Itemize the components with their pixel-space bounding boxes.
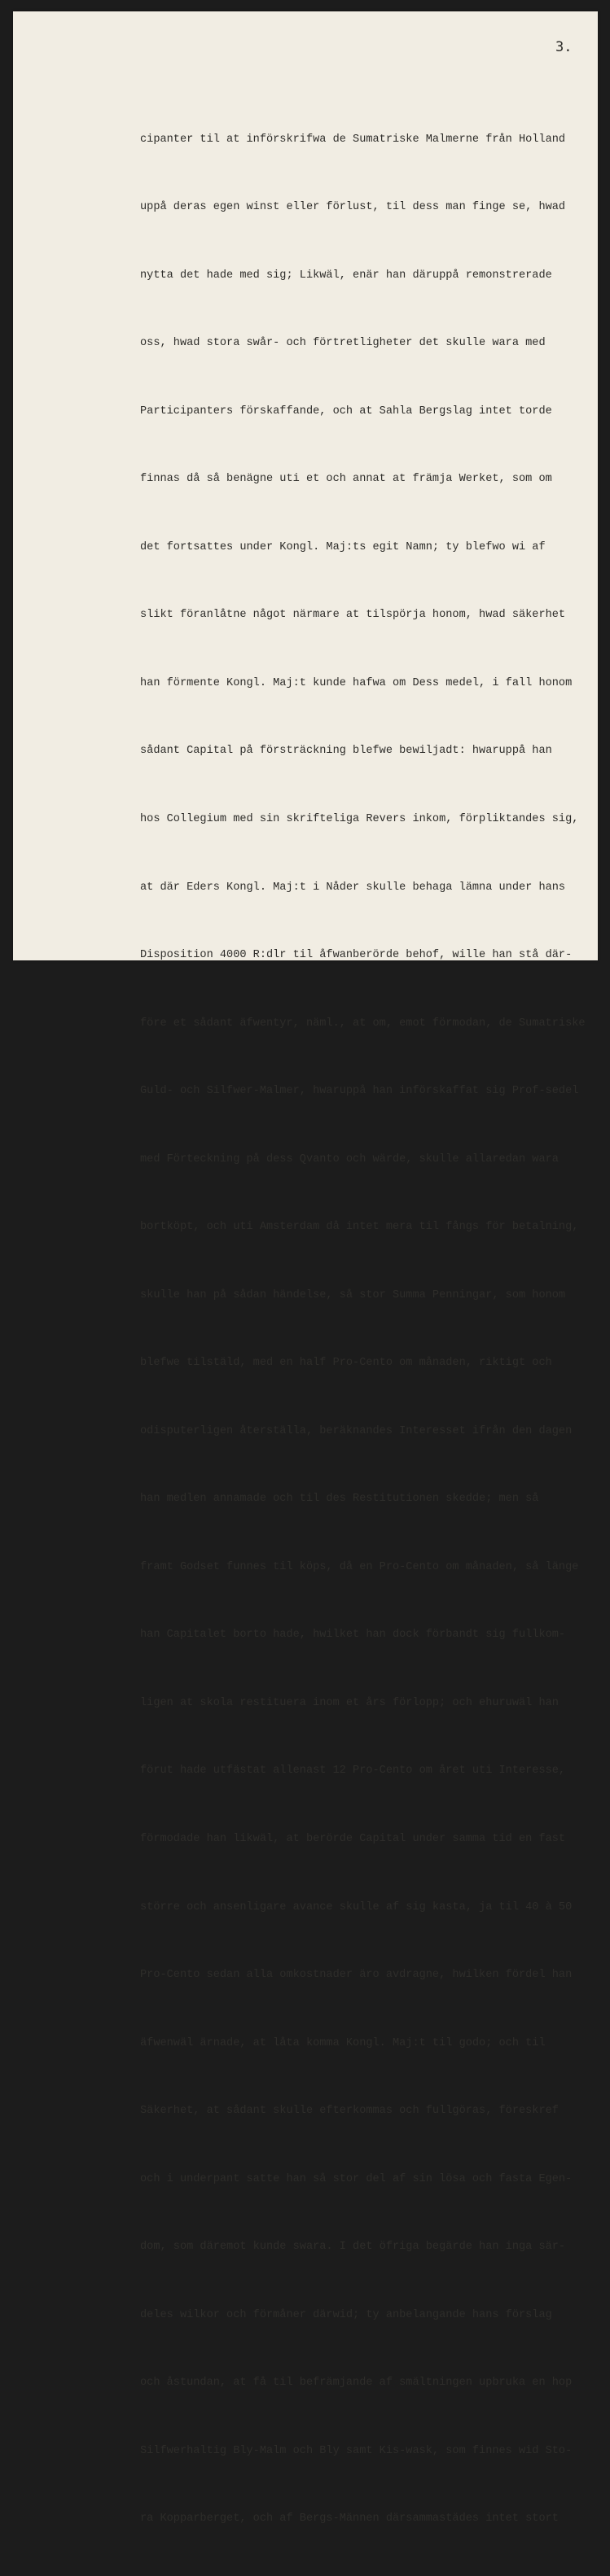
text-line: nytta det hade med sig; Likwäl, enär han däruppå remonstrerade — [140, 269, 552, 282]
text-line: Guld- och Silfwer-Malmer, hwaruppå han införskaffat sig Prof-sedel — [140, 1085, 579, 1098]
text-line: cipanter til at införskrifwa de Sumatriske Malmerne från Holland — [140, 133, 566, 146]
text-line: med Förteckning på dess Qvanto och wärde, skulle allaredan wara — [140, 1152, 559, 1166]
text-line: at där Eders Kongl. Maj:t i Nåder skulle behaga lämna under hans — [140, 881, 566, 894]
text-line: större och ansenligare avance skulle af sig kasta, ja til 40 à 50 — [140, 1900, 573, 1913]
text-line: ra Kopparberget, och af Bergs-Männen därsammastädes intet stort — [140, 2513, 559, 2526]
text-line: förut hade utfästat allenast 12 Pro-Cento om året uti Interesse, — [140, 1765, 566, 1778]
text-line: ligen at skola restituera inom et års förlopp; och ehuruwäl han — [140, 1696, 559, 1709]
text-line: sådant Capital på försträckning blefwe bewiljadt: hwaruppå han — [140, 745, 552, 758]
text-line: oss, hwad stora swår- och förtretligheter det skulle wara med — [140, 337, 546, 350]
text-line: Disposition 4000 R:dlr til åfwanberörde behof, wille han stå där- — [140, 949, 573, 962]
document-page — [13, 11, 598, 2526]
text-line: före et sådant äfwentyr, näml., at om, emot förmodan, de Sumatriske — [140, 1017, 586, 1030]
text-line: och i underpant satte han så stor del af sin lösa och fasta Egen- — [140, 2172, 573, 2185]
text-line: han medlen annamade och til des Restitutionen skedde; men så — [140, 1493, 539, 1506]
text-line: slikt föranlåtne något närmare at tilspörja honom, hwad säkerhet — [140, 609, 566, 622]
text-line: Säkerhet, at sådant skulle efterkommas och fullgöras, föreskref — [140, 2105, 559, 2118]
text-line: odisputerligen återställa, beräknandes Interesset ifrån den dagen — [140, 1424, 573, 1437]
text-line: uppå deras egen winst eller förlust, til dess man finge se, hwad — [140, 201, 566, 214]
document-body — [140, 83, 596, 2576]
text-line: hos Collegium med sin skrifteliga Revers inkom, förpliktandes sig, — [140, 813, 579, 825]
text-line: skulle han på sådan händelse, så stor Summa Penningar, som honom — [140, 1288, 566, 1301]
text-line: finnas då så benägne uti et och annat at främja Werket, som om — [140, 473, 552, 486]
text-line: deles wilkor och förmåner därwid; ty anbelangande hans förslag — [140, 2308, 552, 2321]
text-line: äfwenwäl ärnade, at låta komma Kongl. Maj:t til godo; och til — [140, 2036, 546, 2049]
text-line: Silfwerhaltig Bly-Malm och Bly samt Kis-wask, som finnes wid Sto- — [140, 2444, 573, 2457]
text-line: Pro-Cento sedan alla omkostnader äro avdragne, hwilken fördel han — [140, 1969, 573, 1982]
text-line: bortköpt, och uti Amsterdam då intet mera til fångs för betalning, — [140, 1221, 579, 1234]
text-line: det fortsattes under Kongl. Maj:ts egit Namn; ty blefwo wi af — [140, 540, 546, 553]
text-line: han förmente Kongl. Maj:t kunde hafwa om Dess medel, i fall honom — [140, 676, 573, 689]
text-line: framt Godset funnes til köps, då en Pro-Cento om månaden, så länge — [140, 1560, 579, 1573]
text-line: Participanters förskaffande, och at Sahla Bergslag intet torde — [140, 405, 552, 418]
page-number: 3. — [555, 39, 573, 55]
text-line: och åstundan, at få til befrämjande af smältningen upbruka en hop — [140, 2377, 573, 2390]
text-line: förmodade han likwäl, at berörde Capital under samma tid en fast — [140, 1832, 566, 1845]
text-line: han Capitalet borto hade, hwilket han dock förbandt sig fullkom- — [140, 1629, 566, 1642]
text-line: blefwe tilstäld, med en half Pro-Cento om månaden, riktigt och — [140, 1357, 552, 1370]
text-line: dom, som däremot kunde swara. I det öfriga begärde han inga sär- — [140, 2241, 566, 2254]
